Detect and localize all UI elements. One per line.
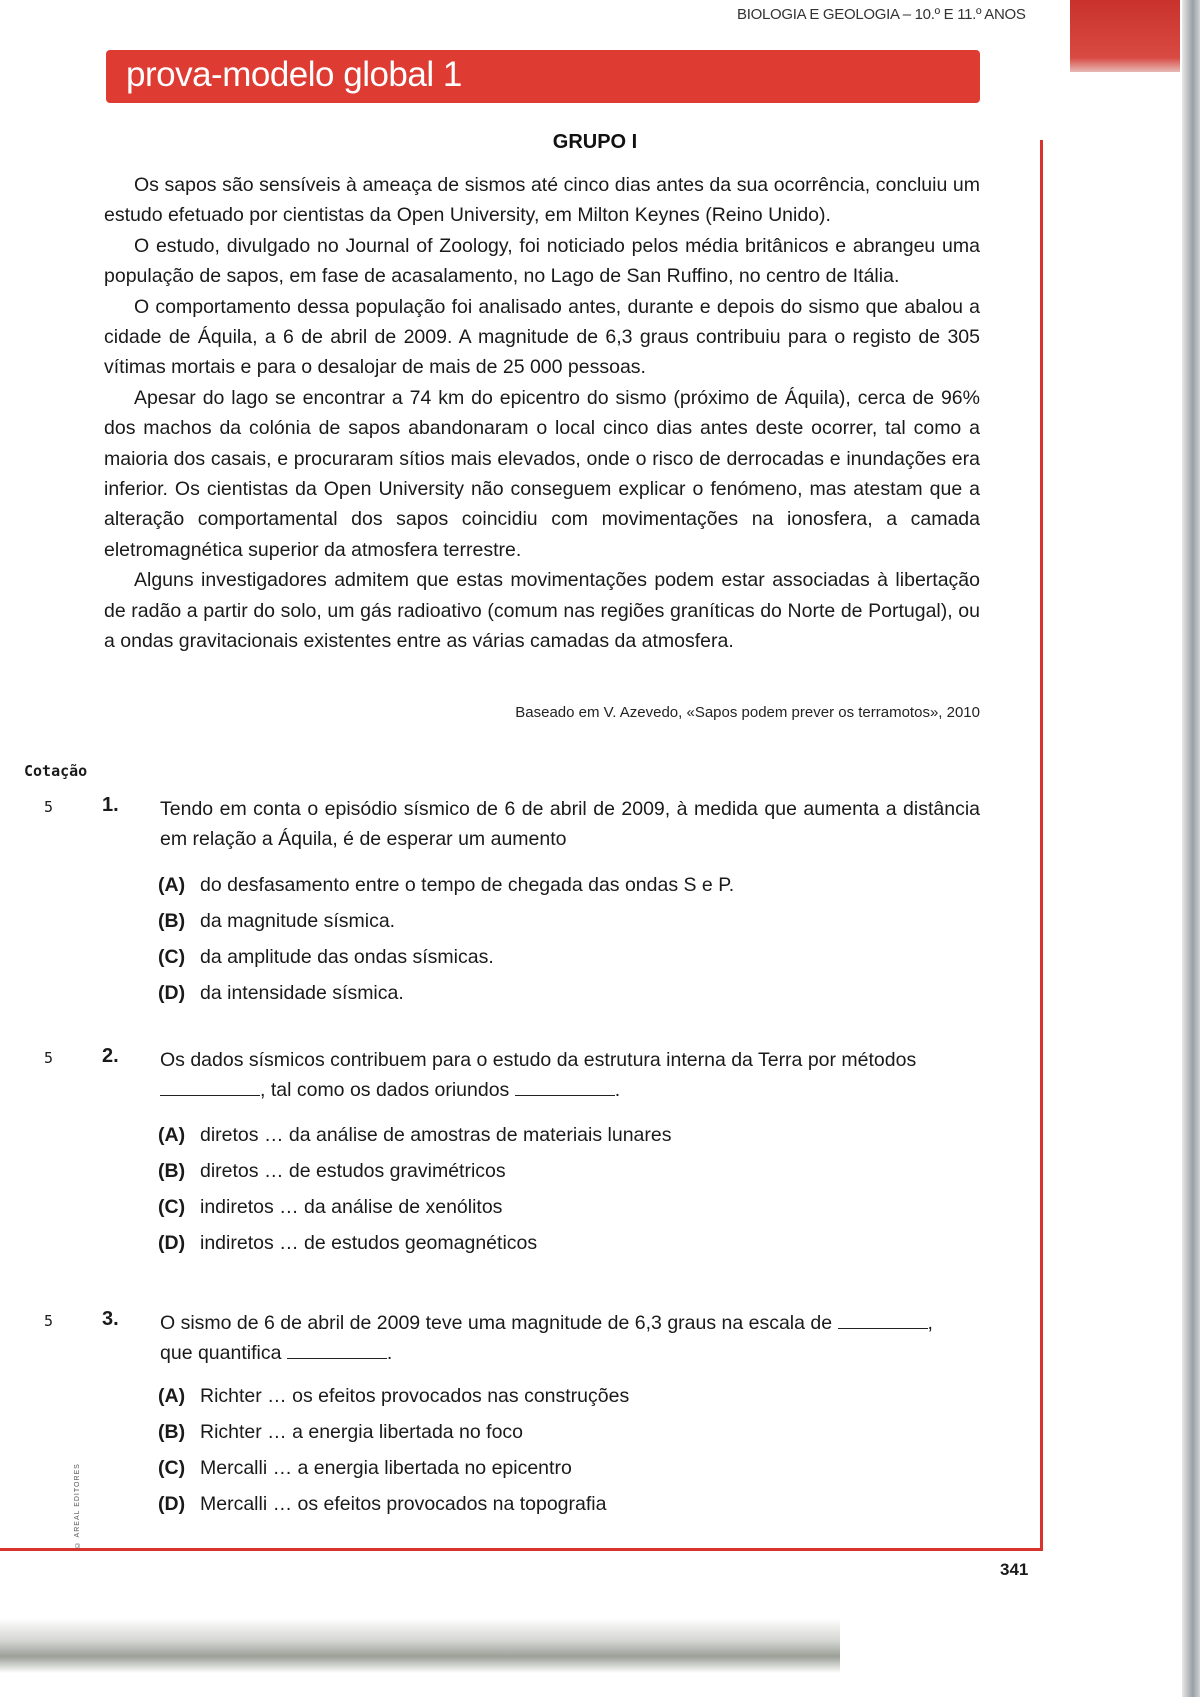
option-b[interactable]: (B) Richter … a energia libertada no foco	[158, 1421, 524, 1443]
question-number: 3.	[102, 1308, 119, 1330]
option-c[interactable]: (C) indiretos … da análise de xenólitos	[158, 1196, 503, 1218]
frame-rule-right	[1040, 140, 1043, 1550]
page-title: prova-modelo global 1	[126, 55, 462, 94]
group-title: GRUPO I	[552, 131, 638, 153]
question-score: 5	[44, 1312, 54, 1330]
running-head: BIOLOGIA E GEOLOGIA – 10.º E 11.º ANOS	[737, 6, 1026, 23]
question-3	[0, 1308, 1040, 1538]
options-list	[158, 1117, 978, 1261]
option-d[interactable]: (D) indiretos … de estudos geomagnéticos	[158, 1232, 538, 1254]
option-a[interactable]: (A) do desfasamento entre o tempo de chegada das ondas S e P.	[158, 874, 735, 896]
question-stem: O sismo de 6 de abril de 2009 teve uma magnitude de 6,3 graus na escala de , que quantifica .	[160, 1312, 933, 1364]
passage-paragraph: Os sapos são sensíveis à ameaça de sismos até cinco dias antes da sua ocorrência, concluiu um estudo efetuado por cientistas da Open University, em Milton Keynes (Reino Unido).	[104, 174, 980, 227]
options-list	[158, 1378, 978, 1522]
passage-paragraph: Alguns investigadores admitem que estas movimentações podem estar associadas à libertação de radão a partir do solo, um gás radioativo (comum nas regiões graníticas do Norte de Portugal), ou a ondas gravitacionais existentes entre as várias camadas da atmosfera.	[104, 569, 980, 653]
passage-paragraph: O estudo, divulgado no Journal of Zoology, foi noticiado pelos média britânicos e abrangeu uma população de sapos, em fase de acasalamento, no Lago de San Ruffino, no centro de Itália.	[104, 234, 980, 288]
answer-blank	[838, 1314, 928, 1329]
question-2	[0, 1045, 1040, 1275]
option-b[interactable]: (B) diretos … de estudos gravimétricos	[158, 1160, 506, 1182]
frame-rule-bottom	[0, 1548, 1043, 1551]
copyright-notice: © AREAL EDITORES	[74, 1463, 81, 1548]
answer-blank	[287, 1344, 387, 1359]
passage-paragraph: O comportamento dessa população foi analisado antes, durante e depois do sismo que abalou a cidade de Áquila, a 6 de abril de 2009. A magnitude de 6,3 graus contribuiu para o registo de 305 vítimas mortais e para o desalojar de mais de 25 000 pessoas.	[104, 295, 980, 379]
question-score: 5	[44, 798, 54, 816]
option-c[interactable]: (C) Mercalli … a energia libertada no epicentro	[158, 1457, 572, 1479]
question-number: 1.	[102, 794, 119, 816]
passage-paragraph: Apesar do lago se encontrar a 74 km do epicentro do sismo (próximo de Áquila), cerca de 96% dos machos da colónia de sapos abandonaram o local cinco dias antes deste ocorrer, tal como a maioria dos casais, e procuraram sítios mais elevados, onde o risco de derrocadas e inundações era inferior. Os cientistas da Open University não conseguem explicar o fenómeno, mas atestam que a alteração comportamental dos sapos coincidiu com movimentações na ionosfera, a camada eletromagnética superior da atmosfera terrestre.	[104, 386, 980, 561]
option-c[interactable]: (C) da amplitude das ondas sísmicas.	[158, 946, 494, 968]
option-a[interactable]: (A) diretos … da análise de amostras de materiais lunares	[158, 1124, 672, 1146]
question-stem: Os dados sísmicos contribuem para o estudo da estrutura interna da Terra por métodos , tal como os dados oriundos .	[160, 1049, 917, 1101]
question-1	[0, 794, 1040, 1024]
passage-source: Baseado em V. Azevedo, «Sapos podem prever os terramotos», 2010	[515, 704, 980, 721]
option-a[interactable]: (A) Richter … os efeitos provocados nas construções	[158, 1385, 630, 1407]
page-edge	[1182, 0, 1200, 1697]
question-score: 5	[44, 1049, 54, 1067]
cotacao-label: Cotação	[24, 762, 88, 780]
title-banner	[106, 50, 980, 103]
option-d[interactable]: (D) Mercalli … os efeitos provocados na topografia	[158, 1493, 607, 1515]
reading-passage	[104, 170, 980, 657]
option-d[interactable]: (D) da intensidade sísmica.	[158, 982, 404, 1004]
section-tab	[1070, 0, 1180, 72]
options-list	[158, 867, 978, 1011]
question-stem: Tendo em conta o episódio sísmico de 6 de abril de 2009, à medida que aumenta a distância em relação a Áquila, é de esperar um aumento	[160, 798, 980, 850]
question-number: 2.	[102, 1045, 119, 1067]
page-number: 341	[1000, 1560, 1029, 1579]
option-b[interactable]: (B) da magnitude sísmica.	[158, 910, 396, 932]
answer-blank	[160, 1081, 260, 1096]
page-curl-shadow	[0, 1618, 840, 1673]
answer-blank	[515, 1081, 615, 1096]
